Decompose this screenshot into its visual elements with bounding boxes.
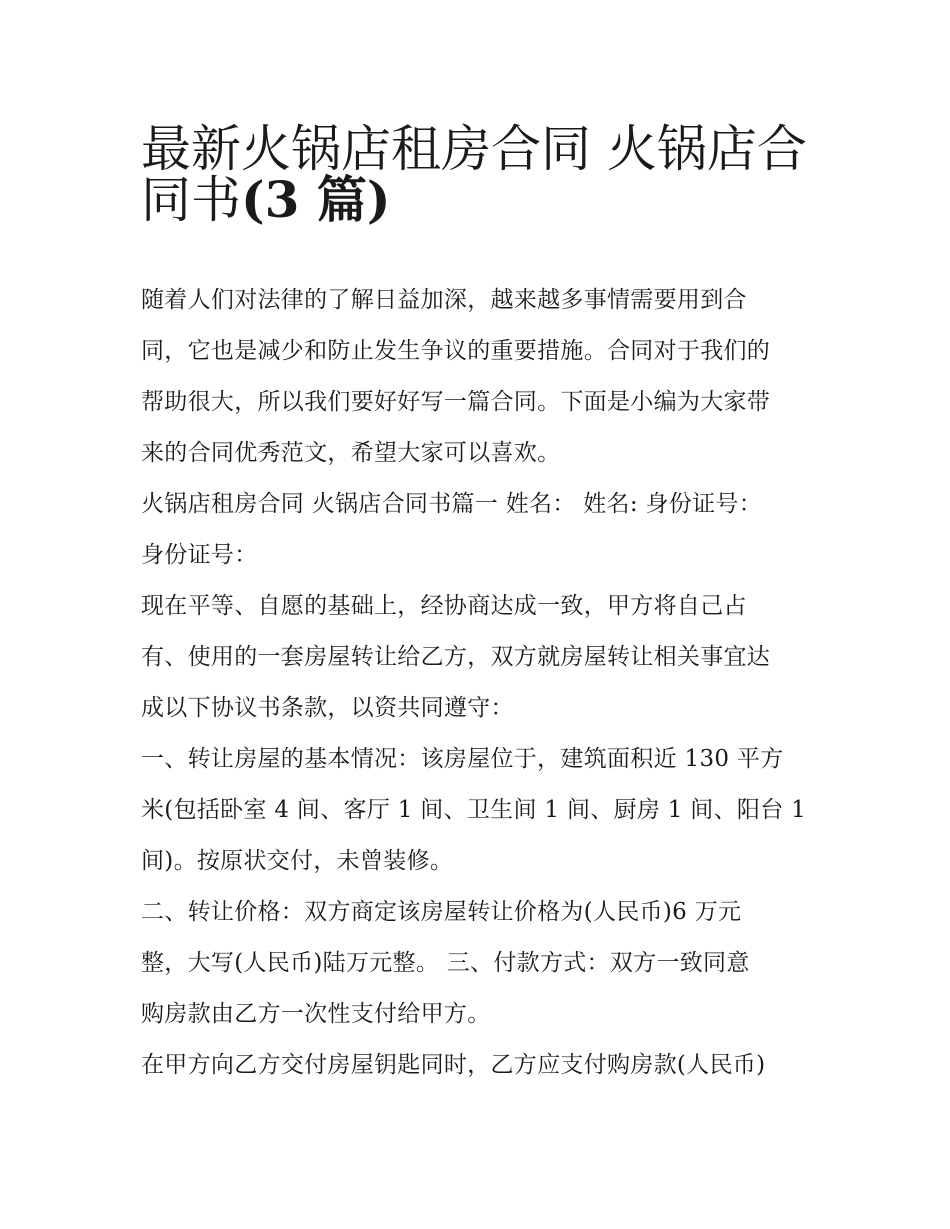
paragraph-line: 有、使用的一套房屋转让给乙方，双方就房屋转让相关事宜达 xyxy=(141,644,771,670)
paragraph-intro xyxy=(141,275,821,479)
paragraph-line: 火锅店租房合同 火锅店合同书篇一 姓名： 姓名: 身份证号： xyxy=(141,491,762,517)
paragraph-payment xyxy=(141,1040,821,1091)
paragraph-parties xyxy=(141,479,821,581)
paragraph-line: 身份证号： xyxy=(141,542,258,568)
paragraph-line: 随着人们对法律的了解日益加深，越来越多事情需要用到合 xyxy=(141,287,747,313)
paragraph-line: 在甲方向乙方交付房屋钥匙同时，乙方应支付购房款(人民币) xyxy=(141,1052,766,1078)
document-body xyxy=(141,275,821,1091)
paragraph-line: 二、转让价格：双方商定该房屋转让价格为(人民币)6 万元 xyxy=(141,899,742,925)
paragraph-line: 帮助很大，所以我们要好好写一篇合同。下面是小编为大家带 xyxy=(141,389,771,415)
paragraph-line: 成以下协议书条款，以资共同遵守： xyxy=(141,695,514,721)
title-line-text: 同书 xyxy=(141,171,241,229)
paragraph-line: 整，大写(人民币)陆万元整。 三、付款方式：双方一致同意 xyxy=(141,950,750,976)
paragraph-line: 同，它也是减少和防止发生争议的重要措施。合同对于我们的 xyxy=(141,338,771,364)
paragraph-line: 现在平等、自愿的基础上，经协商达成一致，甲方将自己占 xyxy=(141,593,747,619)
title-line: 最新火锅店租房合同 火锅店合 xyxy=(141,120,807,178)
paragraph-clause-one xyxy=(141,734,821,887)
title-bold-suffix: (3 篇) xyxy=(241,170,391,229)
paragraph-line: 一、转让房屋的基本情况：该房屋位于，建筑面积近 130 平方 xyxy=(141,746,784,772)
paragraph-line: 间)。按原状交付，未曾装修。 xyxy=(141,848,454,874)
paragraph-agreement xyxy=(141,581,821,734)
paragraph-line: 来的合同优秀范文，希望大家可以喜欢。 xyxy=(141,440,561,466)
paragraph-clause-two xyxy=(141,887,821,1040)
paragraph-line: 米(包括卧室 4 间、客厅 1 间、卫生间 1 间、厨房 1 间、阳台 1 xyxy=(141,797,807,823)
paragraph-line: 购房款由乙方一次性支付给甲方。 xyxy=(141,1001,491,1027)
document-title xyxy=(141,112,831,229)
